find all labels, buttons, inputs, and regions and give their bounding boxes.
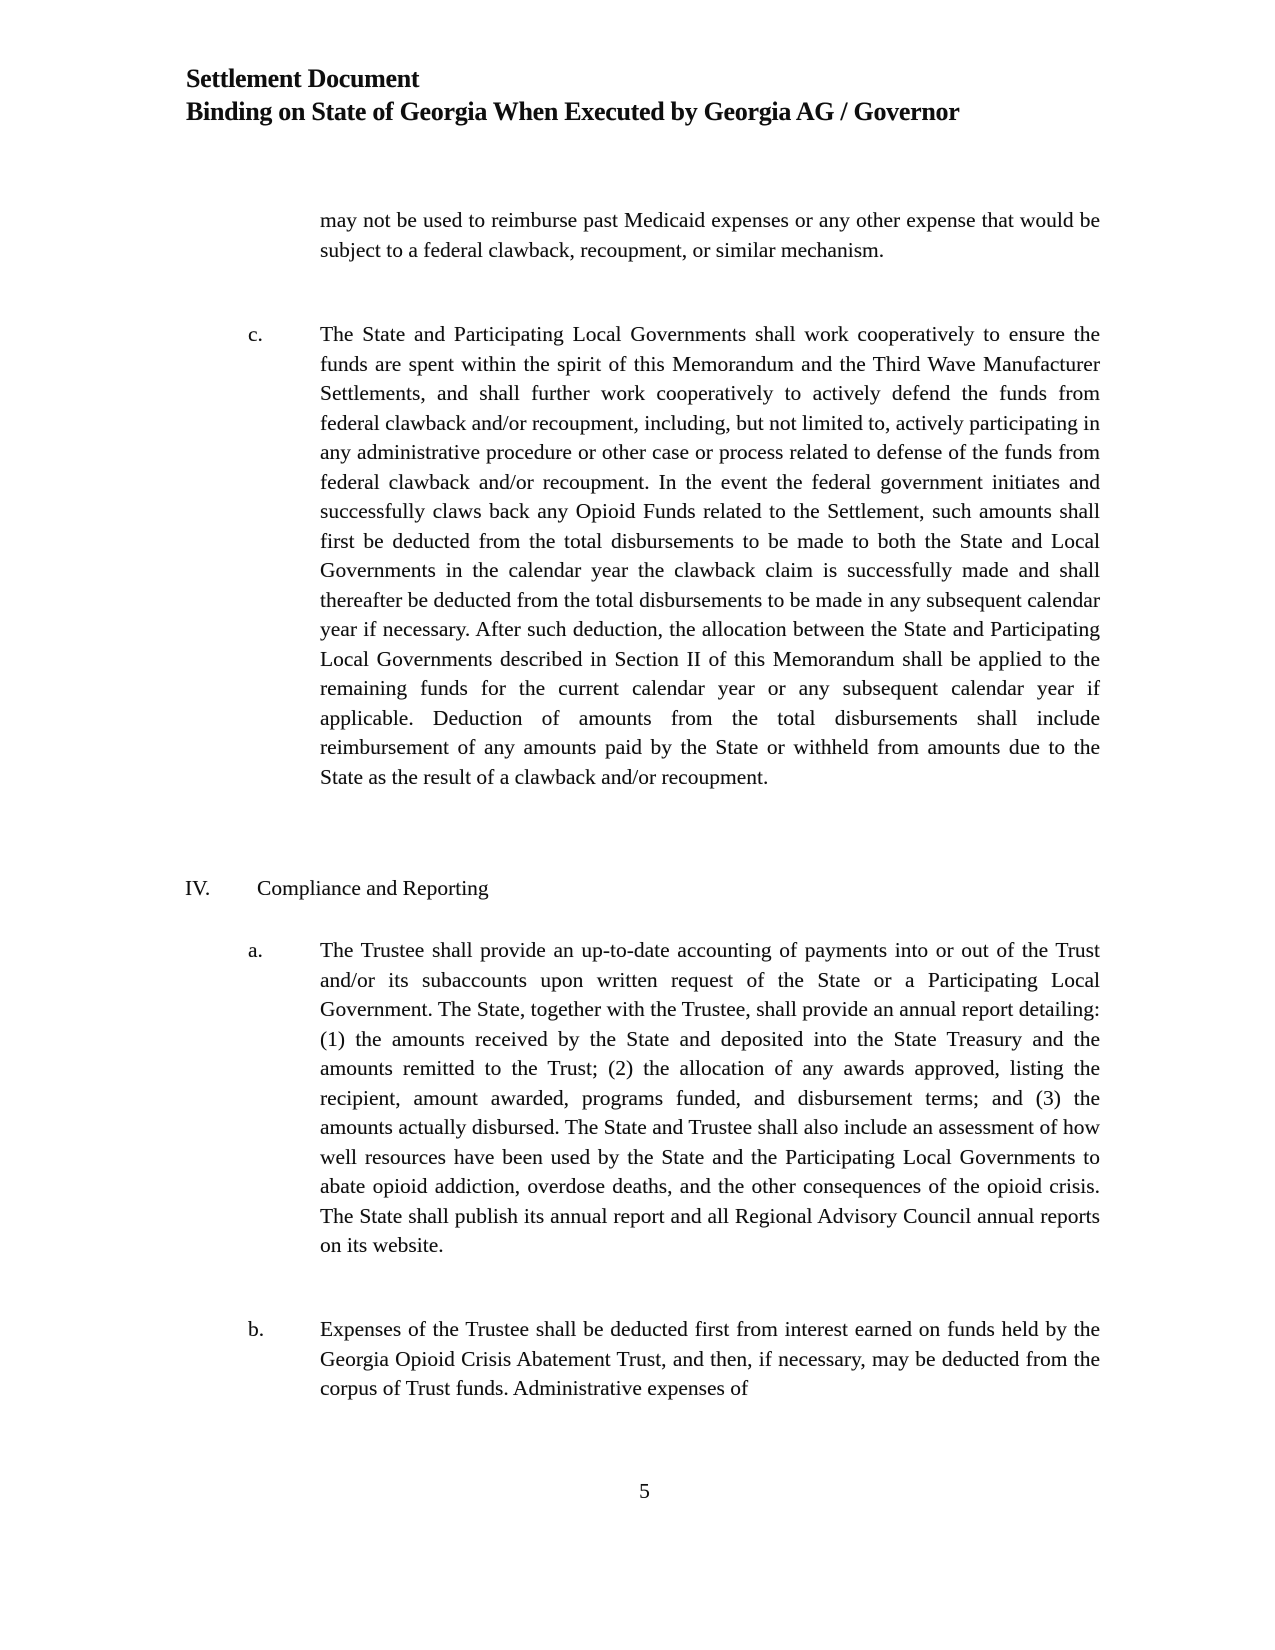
list-item-b — [248, 1315, 1100, 1404]
list-item-c — [248, 320, 1100, 792]
header-line-1: Settlement Document — [186, 64, 420, 93]
paragraph-intro-continuation: may not be used to reimburse past Medicaid expenses or any other expense that would be subject to a federal clawback, recoupment, or similar mechanism. — [320, 208, 1100, 262]
paragraph-b: Expenses of the Trustee shall be deducted first from interest earned on funds held by the Georgia Opioid Crisis Abatement Trust, and then, if necessary, may be deducted from the corpus of Trust funds. Administrative expenses of — [320, 1317, 1100, 1400]
list-item-a — [248, 936, 1100, 1261]
section-marker-iv: IV. — [185, 876, 211, 900]
paragraph-a: The Trustee shall provide an up-to-date accounting of payments into or out of the Trust and/or its subaccounts upon written request of the State or a Participating Local Government. The State, together with the Trustee, shall provide an annual report detailing: (1) the amounts received by the State and deposited into the State Treasury and the amounts remitted to the Trust; (2) the allocation of any awards approved, listing the recipient, amount awarded, programs funded, and disbursement terms; and (3) the amounts actually disbursed. The State and Trustee shall also include an assessment of how well resources have been used by the State and the Participating Local Governments to abate opioid addiction, overdose deaths, and the other consequences of the opioid crisis. The State shall publish its annual report and all Regional Advisory Council annual reports on its website. — [320, 938, 1100, 1257]
document-header — [186, 62, 959, 128]
paragraph-c: The State and Participating Local Governments shall work cooperatively to ensure the funds are spent within the spirit of this Memorandum and the Third Wave Manufacturer Settlements, and shall further work cooperatively to actively defend the funds from federal clawback and/or recoupment, including, but not limited to, actively participating in any administrative procedure or other case or process related to defense of the funds from federal clawback and/or recoupment. In the event the federal government initiates and successfully claws back any Opioid Funds related to the Settlement, such amounts shall first be deducted from the total disbursements to be made to both the State and Local Governments in the calendar year the clawback claim is successfully made and shall thereafter be deducted from the total disbursements to be made in any subsequent calendar year if necessary. After such deduction, the allocation between the State and Participating Local Governments described in Section II of this Memorandum shall be applied to the remaining funds for the current calendar year or any subsequent calendar year if applicable. Deduction of amounts from the total disbursements shall include reimbursement of any amounts paid by the State or withheld from amounts due to the State as the result of a clawback and/or recoupment. — [320, 322, 1100, 789]
section-title: Compliance and Reporting — [257, 876, 489, 900]
list-marker-b: b. — [248, 1317, 265, 1341]
section-heading-iv — [185, 874, 489, 904]
header-line-2: Binding on State of Georgia When Executed by Georgia AG / Governor — [186, 97, 960, 126]
page-number: 5 — [639, 1479, 650, 1503]
list-marker-a: a. — [248, 938, 263, 962]
list-marker-c: c. — [248, 322, 263, 346]
